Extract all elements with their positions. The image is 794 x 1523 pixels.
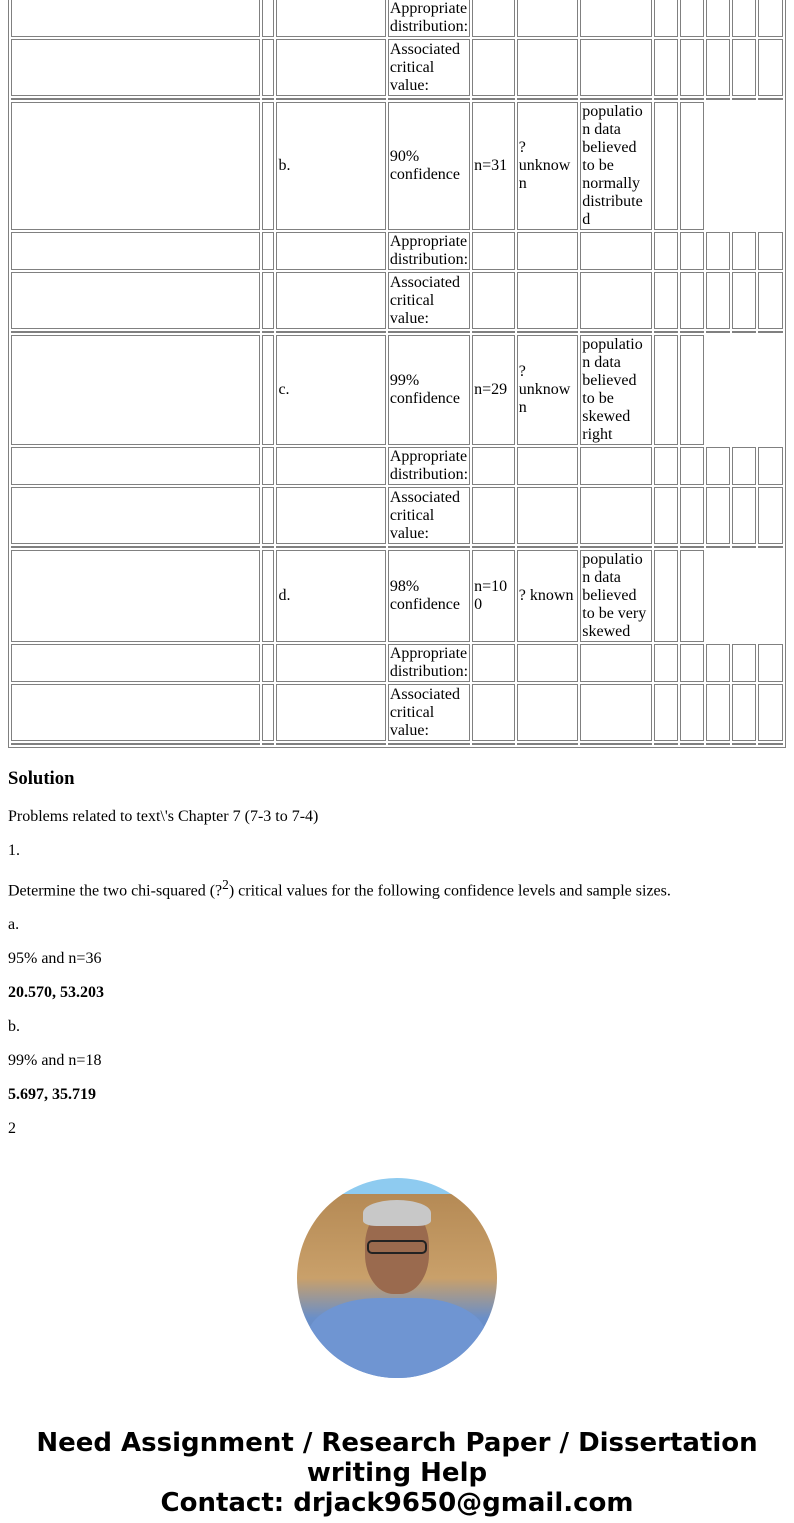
part-letter: a. bbox=[8, 916, 20, 934]
footer-contact: Contact: drjack9650@gmail.com bbox=[160, 1488, 634, 1519]
question-post: ) critical values for the following confidence levels and sample sizes. bbox=[228, 882, 671, 900]
associated-label: Associated critical value: bbox=[388, 39, 470, 96]
table-row bbox=[11, 550, 783, 642]
answer-text: 5.697, 35.719 bbox=[8, 1086, 96, 1104]
footer-banner bbox=[0, 1428, 794, 1518]
population-note: population data believed to be normally distributed bbox=[580, 102, 652, 230]
table-row bbox=[11, 272, 783, 329]
question-number: 1. bbox=[8, 842, 20, 859]
item-letter: b. bbox=[276, 102, 385, 230]
group-separator bbox=[11, 98, 783, 100]
intro-text: Problems related to text\'s Chapter 7 (7-3 to 7-4) bbox=[8, 808, 319, 825]
appropriate-label: Appropriate distribution: bbox=[388, 232, 470, 270]
population-note: population data believed to be skewed right bbox=[580, 335, 652, 445]
confidence-level: 99% confidence bbox=[388, 335, 470, 445]
question-text bbox=[8, 876, 786, 900]
group-separator bbox=[11, 546, 783, 548]
sample-size: n=31 bbox=[472, 102, 515, 230]
group-separator bbox=[11, 331, 783, 333]
footer-help-text: Need Assignment / Research Paper / Dissertation writing Help bbox=[36, 1428, 758, 1489]
part-given: 95% and n=36 bbox=[8, 950, 102, 968]
sigma-status: ? unknown bbox=[517, 102, 578, 230]
sigma-status: ? unknown bbox=[517, 335, 578, 445]
table-row bbox=[11, 447, 783, 485]
problem-table bbox=[8, 0, 786, 748]
part-answer bbox=[8, 984, 786, 1002]
table-row bbox=[11, 644, 783, 682]
part-letter: b. bbox=[8, 1018, 20, 1036]
table-row bbox=[11, 102, 783, 230]
question-sup: 2 bbox=[222, 877, 229, 892]
part-given: 99% and n=18 bbox=[8, 1052, 102, 1070]
population-note: population data believed to be very skewed bbox=[580, 550, 652, 642]
associated-label: Associated critical value: bbox=[388, 684, 470, 741]
associated-label: Associated critical value: bbox=[388, 487, 470, 544]
item-letter: d. bbox=[276, 550, 385, 642]
sample-size: n=29 bbox=[472, 335, 515, 445]
part-answer bbox=[8, 1086, 786, 1104]
sample-size: n=100 bbox=[472, 550, 515, 642]
item-letter: c. bbox=[276, 335, 385, 445]
group-separator bbox=[11, 743, 783, 745]
table-row bbox=[11, 0, 783, 37]
question-pre: Determine the two chi-squared (? bbox=[8, 882, 223, 900]
appropriate-label: Appropriate distribution: bbox=[388, 644, 470, 682]
table-row bbox=[11, 39, 783, 96]
author-avatar bbox=[297, 1178, 497, 1378]
confidence-level: 98% confidence bbox=[388, 550, 470, 642]
appropriate-label: Appropriate distribution: bbox=[388, 447, 470, 485]
table-row bbox=[11, 232, 783, 270]
confidence-level: 90% confidence bbox=[388, 102, 470, 230]
next-number: 2 bbox=[8, 1120, 16, 1138]
table-row bbox=[11, 487, 783, 544]
table-row bbox=[11, 684, 783, 741]
table-row bbox=[11, 335, 783, 445]
appropriate-label: Appropriate distribution: bbox=[388, 0, 470, 37]
associated-label: Associated critical value: bbox=[388, 272, 470, 329]
sigma-status: ? known bbox=[517, 550, 578, 642]
solution-heading: Solution bbox=[8, 768, 75, 789]
answer-text: 20.570, 53.203 bbox=[8, 984, 104, 1002]
